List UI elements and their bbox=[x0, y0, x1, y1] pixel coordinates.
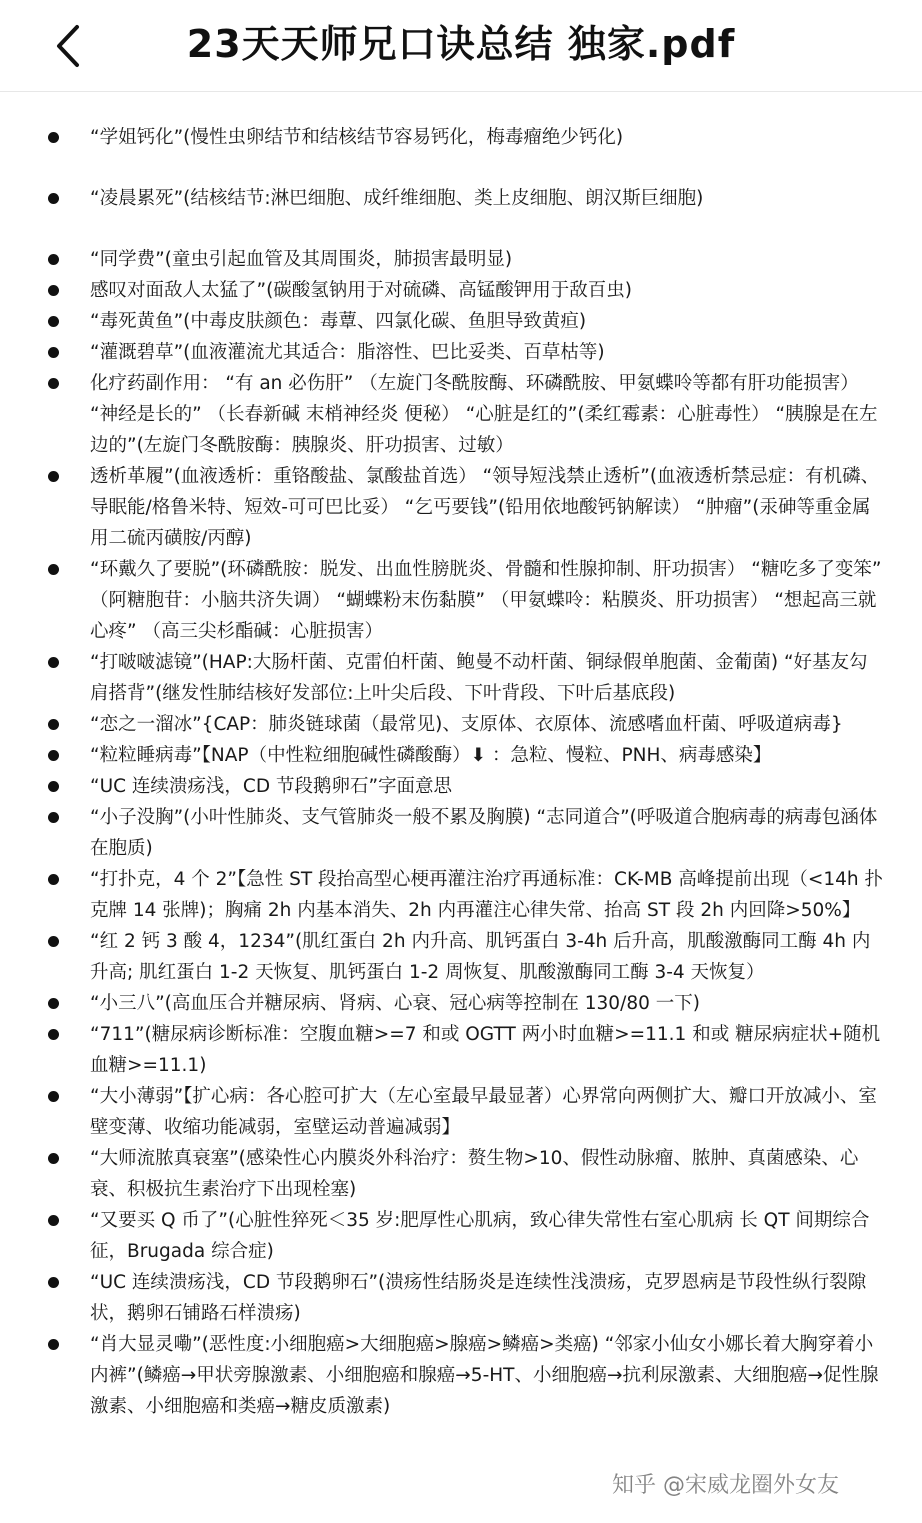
list-item-text: “肖大显灵嘞”(恶性度:小细胞癌>大细胞癌>腺癌>鳞癌>类癌) “邻家小仙女小娜长着大胸穿着小内裤”(鳞癌→甲状旁腺激素、小细胞癌和腺癌→5-HT、小细胞癌→抗利尿激素、大细胞癌→促性腺激素、小细胞癌和类癌→糖皮质激素) bbox=[90, 1334, 879, 1417]
list-item-text: “红 2 钙 3 酸 4，1234”(肌红蛋白 2h 内升高、肌钙蛋白 3-4h 后升高，肌酸激酶同工酶 4h 内升高; 肌红蛋白 1-2 天恢复、肌钙蛋白 1-2 周恢复、肌酸激酶同工酶 3-4 天恢复） bbox=[90, 931, 871, 983]
list-item-text: “小子没胸”(小叶性肺炎、支气管肺炎一般不累及胸膜) “志同道合”(呼吸道合胞病毒的病毒包涵体在胞质) bbox=[90, 807, 878, 859]
list-item bbox=[0, 647, 922, 709]
bullet-icon bbox=[48, 1215, 59, 1226]
list-item bbox=[0, 864, 922, 926]
bullet-icon bbox=[48, 936, 59, 947]
top-bar bbox=[0, 0, 922, 88]
list-item-text: “小三八”(高血压合并糖尿病、肾病、心衰、冠心病等控制在 130/80 一下) bbox=[90, 993, 700, 1014]
list-item-text: “粒粒睡病毒”【NAP（中性粒细胞碱性磷酸酶）⬇ ：急粒、慢粒、PNH、病毒感染】 bbox=[90, 745, 772, 766]
bullet-icon bbox=[48, 1091, 59, 1102]
list-item-text: “又要买 Q 币了”(心脏性猝死＜35 岁:肥厚性心肌病，致心律失常性右室心肌病 长 QT 间期综合征，Brugada 综合症) bbox=[90, 1210, 870, 1262]
list-item bbox=[0, 1267, 922, 1329]
mnemonic-list bbox=[0, 122, 922, 1422]
list-item-text: “学姐钙化”(慢性虫卵结节和结核结节容易钙化，梅毒瘤绝少钙化) bbox=[90, 127, 624, 148]
list-item bbox=[0, 1019, 922, 1081]
list-item bbox=[0, 740, 922, 771]
bullet-icon bbox=[48, 1277, 59, 1288]
chevron-left-icon bbox=[53, 23, 83, 69]
list-item-text: “同学费”(童虫引起血管及其周围炎，肺损害最明显) bbox=[90, 249, 513, 270]
list-item bbox=[0, 926, 922, 988]
zhihu-watermark: 知乎 @宋威龙圈外女友 bbox=[612, 1473, 839, 1498]
list-item bbox=[0, 306, 922, 337]
document-title: 23天天师兄口诀总结 独家.pdf bbox=[186, 22, 736, 66]
bullet-icon bbox=[48, 1029, 59, 1040]
list-item bbox=[0, 368, 922, 461]
list-item-text: 感叹对面敌人太猛了”(碳酸氢钠用于对硫磷、高锰酸钾用于敌百虫) bbox=[90, 280, 633, 301]
list-item bbox=[0, 461, 922, 554]
bullet-icon bbox=[48, 132, 59, 143]
list-item bbox=[0, 1205, 922, 1267]
list-item bbox=[0, 1143, 922, 1205]
list-item-text: “大小薄弱”【扩心病：各心腔可扩大（左心室最早最显著）心界常向两侧扩大、瓣口开放减小、室壁变薄、收缩功能减弱，室壁运动普遍减弱】 bbox=[90, 1086, 877, 1138]
list-item bbox=[0, 244, 922, 275]
list-item bbox=[0, 275, 922, 306]
list-item bbox=[0, 988, 922, 1019]
list-item-text: “打啵啵滤镜”(HAP:大肠杆菌、克雷伯杆菌、鲍曼不动杆菌、铜绿假单胞菌、金葡菌) “好基友勾肩搭背”(继发性肺结核好发部位:上叶尖后段、下叶背段、下叶后基底段) bbox=[90, 652, 868, 704]
bullet-icon bbox=[48, 193, 59, 204]
bullet-icon bbox=[48, 1339, 59, 1350]
bullet-icon bbox=[48, 812, 59, 823]
bullet-icon bbox=[48, 750, 59, 761]
list-item-text: “凌晨累死”(结核结节:淋巴细胞、成纤维细胞、类上皮细胞、朗汉斯巨细胞) bbox=[90, 188, 704, 209]
bullet-icon bbox=[48, 657, 59, 668]
list-item-text: “毒死黄鱼”(中毒皮肤颜色：毒蕈、四氯化碳、鱼胆导致黄疸) bbox=[90, 311, 587, 332]
list-item-text: “灌溉碧草”(血液灌流尤其适合：脂溶性、巴比妥类、百草枯等) bbox=[90, 342, 605, 363]
list-item-text: “711”(糖尿病诊断标准：空腹血糖>=7 和或 OGTT 两小时血糖>=11.1 和或 糖尿病症状+随机血糖>=11.1) bbox=[90, 1024, 881, 1076]
bullet-icon bbox=[48, 719, 59, 730]
list-item-text: “打扑克，4 个 2”【急性 ST 段抬高型心梗再灌注治疗再通标准：CK-MB 高峰提前出现（<14h 扑克牌 14 张牌)；胸痛 2h 内基本消失、2h 内再灌注心律失常、抬高 ST 段 2h 内回降>50%】 bbox=[90, 869, 883, 921]
back-button[interactable] bbox=[40, 18, 96, 74]
bullet-icon bbox=[48, 347, 59, 358]
list-item bbox=[0, 554, 922, 647]
list-item bbox=[0, 183, 922, 214]
bullet-icon bbox=[48, 998, 59, 1009]
bullet-icon bbox=[48, 564, 59, 575]
list-item bbox=[0, 771, 922, 802]
list-item bbox=[0, 1329, 922, 1422]
bullet-icon bbox=[48, 471, 59, 482]
list-item-text: “恋之一溜冰”{CAP：肺炎链球菌（最常见)、支原体、衣原体、流感嗜血杆菌、呼吸道病毒} bbox=[90, 714, 843, 735]
bullet-icon bbox=[48, 285, 59, 296]
list-item-text: “大师流脓真衰塞”(感染性心内膜炎外科治疗：赘生物>10、假性动脉瘤、脓肿、真菌感染、心衰、积极抗生素治疗下出现栓塞) bbox=[90, 1148, 859, 1200]
bullet-icon bbox=[48, 254, 59, 265]
list-item bbox=[0, 337, 922, 368]
list-item bbox=[0, 802, 922, 864]
bullet-icon bbox=[48, 316, 59, 327]
list-item bbox=[0, 122, 922, 153]
bullet-icon bbox=[48, 378, 59, 389]
list-item-text: 化疗药副作用： “有 an 必伤肝” （左旋门冬酰胺酶、环磷酰胺、甲氨蝶呤等都有肝功能损害） “神经是长的” （长春新碱 末梢神经炎 便秘） “心脏是红的”(柔红霉素：心脏毒性） “胰腺是在左边的”(左旋门冬酰胺酶：胰腺炎、肝功损害、过敏） bbox=[90, 373, 878, 456]
header-divider bbox=[0, 91, 922, 92]
list-item bbox=[0, 709, 922, 740]
list-item-text: 透析革履”(血液透析：重铬酸盐、氯酸盐首选） “领导短浅禁止透析”(血液透析禁忌症：有机磷、导眠能/格鲁米特、短效-可可巴比妥） “乞丐要钱”(铅用依地酸钙钠解读） “肿瘤”(汞砷等重金属用二硫丙磺胺/丙醇) bbox=[90, 466, 880, 549]
bullet-icon bbox=[48, 781, 59, 792]
list-item-text: “环戴久了要脱”(环磷酰胺：脱发、出血性膀胱炎、骨髓和性腺抑制、肝功损害） “糖吃多了变笨” （阿糖胞苷：小脑共济失调） “蝴蝶粉末伤黏膜” （甲氨蝶呤：粘膜炎、肝功损害） “想起高三就心疼” （高三尖杉酯碱：心脏损害） bbox=[90, 559, 882, 642]
document-page[interactable] bbox=[0, 122, 922, 1523]
list-item-text: “UC 连续溃疡浅，CD 节段鹅卵石”字面意思 bbox=[90, 776, 453, 797]
bullet-icon bbox=[48, 1153, 59, 1164]
list-item bbox=[0, 1081, 922, 1143]
list-item-text: “UC 连续溃疡浅，CD 节段鹅卵石”(溃疡性结肠炎是连续性浅溃疡，克罗恩病是节段性纵行裂隙状，鹅卵石铺路石样溃疡) bbox=[90, 1272, 867, 1324]
bullet-icon bbox=[48, 874, 59, 885]
